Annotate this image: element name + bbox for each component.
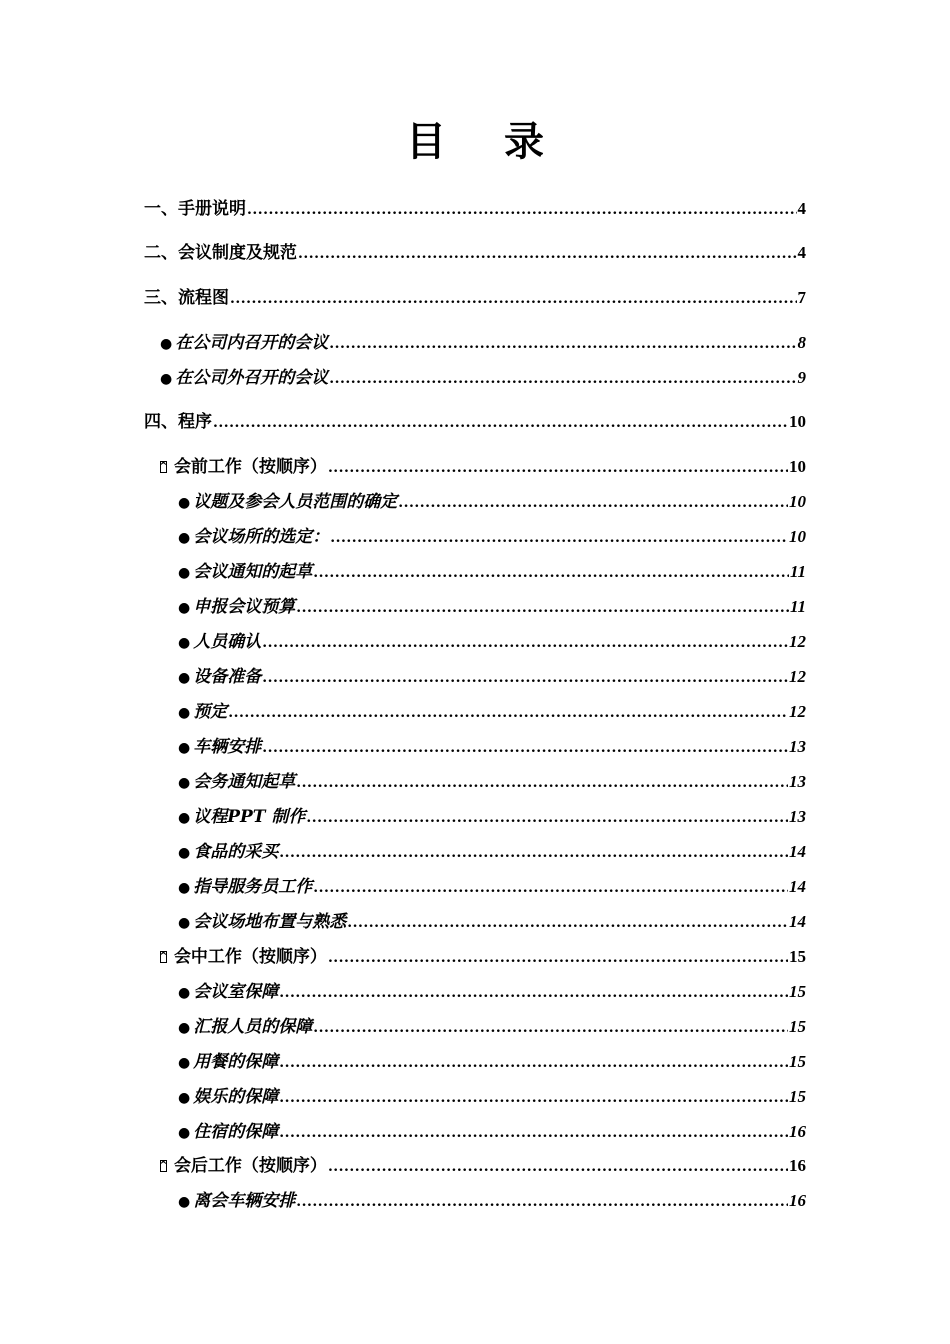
dot-leader: [306, 806, 788, 830]
toc-entry-page-number: 7: [797, 288, 806, 307]
toc-entry-page-number: 12: [789, 632, 806, 651]
toc-entry-title: 会前工作（按顺序）: [173, 457, 327, 477]
dot-leader: [279, 1121, 788, 1145]
dot-leader: [279, 1051, 788, 1075]
bullet-icon: ●: [178, 775, 191, 791]
envelope-icon: [160, 461, 167, 473]
bullet-icon: ●: [178, 705, 191, 721]
toc-entry[interactable]: [178, 1189, 806, 1213]
toc-entry[interactable]: [178, 980, 806, 1004]
toc-entry[interactable]: [160, 945, 806, 969]
toc-entry-title: 车辆安排: [193, 737, 262, 757]
toc-entry-title: 住宿的保障: [193, 1122, 279, 1142]
toc-entry-title: 在公司内召开的会议: [175, 333, 329, 353]
dot-leader: [279, 981, 788, 1005]
toc-entry-title: 会中工作（按顺序）: [173, 947, 327, 967]
toc-entry-title: 一、手册说明: [144, 199, 246, 219]
toc-entry[interactable]: [160, 366, 806, 390]
toc-entry-title: 娱乐的保障: [193, 1087, 279, 1107]
toc-entry[interactable]: [178, 595, 806, 619]
dot-leader: [328, 1155, 788, 1179]
bullet-icon: ●: [178, 1194, 191, 1210]
toc-entry-page-number: 12: [789, 702, 806, 721]
toc-entry[interactable]: [144, 241, 806, 265]
toc-entry[interactable]: [160, 1154, 806, 1178]
dot-leader: [262, 666, 788, 690]
bullet-icon: ●: [178, 740, 191, 756]
toc-entry[interactable]: [144, 410, 806, 434]
dot-leader: [296, 771, 788, 795]
toc-entry-title: 用餐的保障: [193, 1052, 279, 1072]
toc-entry-page-number: 4: [797, 199, 806, 218]
dot-leader: [296, 1190, 788, 1214]
toc-entry-page-number: 16: [789, 1156, 806, 1175]
dot-leader: [313, 561, 789, 585]
toc-entry-title: 预定: [193, 702, 228, 722]
toc-entry-page-number: 16: [789, 1191, 806, 1210]
toc-entry-title: 设备准备: [193, 667, 262, 687]
bullet-icon: ●: [178, 565, 191, 581]
dot-leader: [247, 198, 797, 222]
page-title: 目 录: [406, 119, 566, 165]
toc-entry-title: 指导服务员工作: [193, 877, 313, 897]
dot-leader: [262, 736, 788, 760]
envelope-icon: [160, 951, 167, 963]
toc-entry-page-number: 8: [797, 333, 806, 352]
toc-entry[interactable]: [178, 910, 806, 934]
toc-entry-title: 在公司外召开的会议: [175, 368, 329, 388]
toc-entry-title: 三、流程图: [144, 288, 229, 308]
toc-entry[interactable]: [178, 805, 806, 829]
toc-entry[interactable]: [144, 286, 806, 310]
toc-entry[interactable]: [178, 665, 806, 689]
toc-entry[interactable]: [178, 875, 806, 899]
dot-leader: [329, 332, 796, 356]
bullet-icon: ●: [178, 915, 191, 931]
bullet-icon: ●: [178, 530, 191, 546]
dot-leader: [329, 367, 796, 391]
toc-entry-page-number: 13: [789, 807, 806, 826]
toc-entry-title: 离会车辆安排: [193, 1191, 296, 1211]
toc-entry-title: 议程PPT 制作: [193, 807, 306, 827]
toc-entry[interactable]: [178, 1050, 806, 1074]
dot-leader: [398, 491, 788, 515]
toc-entry-page-number: 12: [789, 667, 806, 686]
bullet-icon: ●: [178, 635, 191, 651]
toc-entry[interactable]: [160, 455, 806, 479]
toc-entry-page-number: 15: [789, 1017, 806, 1036]
bullet-icon: ●: [178, 985, 191, 1001]
toc-entry-title: 人员确认: [193, 632, 262, 652]
bullet-icon: ●: [178, 670, 191, 686]
bullet-icon: ●: [178, 845, 191, 861]
dot-leader: [313, 876, 788, 900]
bullet-icon: ●: [178, 810, 191, 826]
toc-entry[interactable]: [178, 700, 806, 724]
dot-leader: [262, 631, 788, 655]
dot-leader: [298, 242, 797, 266]
dot-leader: [296, 596, 789, 620]
toc-entry-title: 会议场地布置与熟悉: [193, 912, 347, 932]
bullet-icon: ●: [178, 1055, 191, 1071]
toc-entry-title: 会议场所的选定：: [193, 527, 330, 547]
toc-entry-page-number: 15: [789, 947, 806, 966]
toc-entry-page-number: 11: [789, 562, 806, 581]
bullet-icon: ●: [178, 1125, 191, 1141]
toc-entry[interactable]: [160, 331, 806, 355]
toc-entry[interactable]: [178, 525, 806, 549]
toc-entry-title: 议题及参会人员范围的确定: [193, 492, 398, 512]
toc-entry-page-number: 13: [789, 772, 806, 791]
dot-leader: [228, 701, 788, 725]
toc-entry-page-number: 13: [789, 737, 806, 756]
toc-entry-title: 四、程序: [144, 412, 212, 432]
toc-entry[interactable]: [178, 1085, 806, 1109]
toc-entry-page-number: 15: [789, 1087, 806, 1106]
toc-entry-page-number: 15: [789, 982, 806, 1001]
toc-entry[interactable]: [178, 735, 806, 759]
envelope-icon: [160, 1160, 167, 1172]
toc-entry-page-number: 14: [789, 912, 806, 931]
toc-entry-title: 会议室保障: [193, 982, 279, 1002]
toc-entry-title: 二、会议制度及规范: [144, 243, 297, 263]
toc-entry-title: 会务通知起草: [193, 772, 296, 792]
bullet-icon: ●: [160, 371, 173, 387]
toc-entry-page-number: 10: [789, 412, 806, 431]
dot-leader: [213, 411, 788, 435]
bullet-icon: ●: [178, 880, 191, 896]
dot-leader: [279, 841, 788, 865]
toc-entry-page-number: 10: [789, 457, 806, 476]
toc-entry-page-number: 14: [789, 842, 806, 861]
toc-entry[interactable]: [144, 197, 806, 221]
toc-entry-page-number: 16: [789, 1122, 806, 1141]
toc-entry[interactable]: [178, 770, 806, 794]
bullet-icon: ●: [160, 336, 173, 352]
toc-entry-page-number: 9: [797, 368, 806, 387]
toc-entry-page-number: 10: [789, 527, 806, 546]
toc-entry-title: 食品的采买: [193, 842, 279, 862]
toc-entry[interactable]: [178, 1015, 806, 1039]
dot-leader: [313, 1016, 788, 1040]
toc-entry-page-number: 4: [797, 243, 806, 262]
toc-entry-title: 会后工作（按顺序）: [173, 1156, 327, 1176]
bullet-icon: ●: [178, 495, 191, 511]
toc-entry[interactable]: [178, 840, 806, 864]
toc-entry[interactable]: [178, 630, 806, 654]
toc-entry-title: 会议通知的起草: [193, 562, 313, 582]
toc-entry[interactable]: [178, 560, 806, 584]
dot-leader: [347, 911, 788, 935]
toc-entry-page-number: 10: [789, 492, 806, 511]
dot-leader: [279, 1086, 788, 1110]
bullet-icon: ●: [178, 1020, 191, 1036]
dot-leader: [330, 526, 788, 550]
toc-entry-page-number: 11: [789, 597, 806, 616]
toc-entry-title: 汇报人员的保障: [193, 1017, 313, 1037]
toc-entry[interactable]: [178, 490, 806, 514]
toc-entry-page-number: 15: [789, 1052, 806, 1071]
toc-entry-page-number: 14: [789, 877, 806, 896]
dot-leader: [328, 456, 788, 480]
bullet-icon: ●: [178, 600, 191, 616]
dot-leader: [328, 946, 788, 970]
dot-leader: [230, 287, 797, 311]
bullet-icon: ●: [178, 1090, 191, 1106]
toc-entry[interactable]: [178, 1120, 806, 1144]
toc-entry-title: 申报会议预算: [193, 597, 296, 617]
